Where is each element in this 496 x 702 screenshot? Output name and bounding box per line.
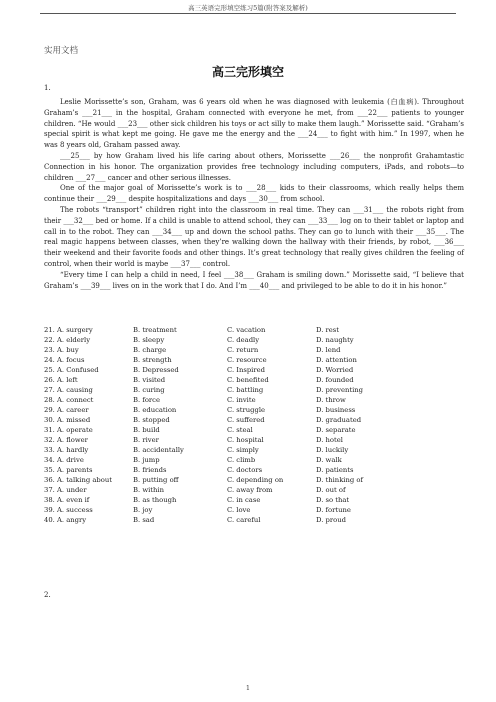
- option-row: [44, 435, 464, 445]
- option-row: [44, 465, 464, 475]
- option-a: 27. A. causing: [44, 386, 93, 394]
- option-b: B. as though: [133, 496, 177, 504]
- option-a: 25. A. Confused: [44, 366, 99, 374]
- passage-paragraph: One of the major goal of Morissette’s work is to ___28___ kids to their classrooms, which really helps them continue their ___29___ despite hospitalizations and days ___30___ from school.: [44, 184, 464, 204]
- option-row: [44, 385, 464, 395]
- option-a: 22. A. elderly: [44, 336, 91, 344]
- option-a: 40. A. angry: [44, 516, 87, 524]
- option-row: [44, 495, 464, 505]
- page-title: 高三完形填空: [211, 65, 284, 79]
- option-a: 21. A. surgery: [44, 326, 93, 334]
- option-row: [44, 405, 464, 415]
- option-a: 32. A. flower: [44, 436, 88, 444]
- option-b: B. friends: [133, 466, 167, 474]
- option-a: 31. A. operate: [44, 426, 93, 434]
- option-d: D. proud: [316, 516, 346, 524]
- option-row: [44, 445, 464, 455]
- option-c: C. invite: [227, 396, 256, 404]
- passage-paragraph: “Every time I can help a child in need, I feel ___38___ Graham is smiling down.” Morissette said, “I believe that Graham’s ___39___ lives on in the work that I do. And I’m ___40___ and privileged to be able to do it in his honor.”: [44, 270, 464, 290]
- option-b: B. curing: [133, 386, 165, 394]
- option-d: D. rest: [316, 326, 340, 334]
- option-a: 38. A. even if: [44, 496, 90, 504]
- option-c: C. suffered: [227, 416, 265, 424]
- question-number: 1.: [44, 84, 51, 92]
- option-a: 24. A. focus: [44, 356, 85, 364]
- option-row: [44, 355, 464, 365]
- option-b: B. Depressed: [133, 366, 179, 374]
- option-b: B. sad: [133, 516, 155, 524]
- option-b: B. accidentally: [133, 446, 184, 454]
- passage-paragraph: The robots “transport” children right into the classroom in real time. They can ___31___ the robots right from their ___32___ bed or home. If a child is unable to attend school, they can ___33___ log on to their tablet or laptop and call in to the robot. They can ___34___ up and down the school paths. They can go to lunch with their ___35___. The real magic happens between classes, when they’re walking down the hallway with their friends, by robot, ___36___ their weekend and their favorite foods and other things. It’s great technology that really gives children the feeling of control, when their world is maybe ___37___ control.: [44, 205, 464, 268]
- option-row: [44, 345, 464, 355]
- option-a: 28. A. connect: [44, 396, 94, 404]
- option-d: D. attention: [316, 356, 357, 364]
- option-b: B. charge: [133, 346, 167, 354]
- question-number: 2.: [44, 591, 51, 599]
- document-label: 实用文档: [44, 46, 79, 56]
- option-c: C. simply: [227, 446, 259, 454]
- option-a: 29. A. career: [44, 406, 89, 414]
- option-d: D. hotel: [316, 436, 343, 444]
- page-header: 高三英语完形填空练习5篇(附答案及解析): [188, 4, 308, 12]
- option-d: D. Worried: [316, 366, 354, 374]
- option-d: D. preventing: [316, 386, 364, 394]
- option-b: B. joy: [133, 506, 153, 514]
- option-b: B. treatment: [133, 326, 177, 334]
- option-c: C. deadly: [227, 336, 260, 344]
- option-c: C. love: [227, 506, 251, 514]
- option-b: B. education: [133, 406, 177, 414]
- option-c: C. benefited: [227, 376, 269, 384]
- option-a: 26. A. left: [44, 376, 78, 384]
- option-row: [44, 335, 464, 345]
- option-d: D. throw: [316, 396, 346, 404]
- option-row: [44, 485, 464, 495]
- option-a: 34. A. drive: [44, 456, 84, 464]
- option-c: C. struggle: [227, 406, 266, 414]
- option-row: [44, 375, 464, 385]
- option-d: D. graduated: [316, 416, 362, 424]
- option-d: D. patients: [316, 466, 354, 474]
- answer-options: [44, 325, 464, 525]
- option-b: B. river: [133, 436, 159, 444]
- option-d: D. founded: [316, 376, 354, 384]
- option-b: B. strength: [133, 356, 172, 364]
- option-a: 36. A. talking about: [44, 476, 112, 484]
- option-c: C. careful: [227, 516, 261, 524]
- option-d: D. separate: [316, 426, 356, 434]
- option-c: C. away from: [227, 486, 273, 494]
- header-divider: [40, 13, 456, 14]
- option-d: D. luckily: [316, 446, 349, 454]
- page-number: 1: [245, 684, 251, 692]
- option-row: [44, 415, 464, 425]
- option-c: C. climb: [227, 456, 256, 464]
- option-c: C. Inspired: [227, 366, 265, 374]
- option-d: D. thinking of: [316, 476, 363, 484]
- option-c: C. depending on: [227, 476, 284, 484]
- option-d: D. naughty: [316, 336, 354, 344]
- option-b: B. jump: [133, 456, 160, 464]
- option-b: B. sleepy: [133, 336, 165, 344]
- option-row: [44, 395, 464, 405]
- option-d: D. lend: [316, 346, 341, 354]
- option-a: 39. A. success: [44, 506, 93, 514]
- option-row: [44, 475, 464, 485]
- option-c: C. return: [227, 346, 259, 354]
- passage-paragraph: Leslie Morissette’s son, Graham, was 6 years old when he was diagnosed with leukemia (白血病). Throughout Graham’s ___21___ in the hospital, Graham connected with everyone he met, from ___22___ patients to younger children. “He would ___23___ other sick children his toys or act silly to make them laugh.” Morissette said. “Graham’s special spirit is what kept me going. He gave me the energy and the ___24___ to fight with him.” In 1997, when he was 8 years old, Graham passed away.: [44, 98, 464, 150]
- option-b: B. build: [133, 426, 160, 434]
- option-row: [44, 325, 464, 335]
- option-b: B. within: [133, 486, 164, 494]
- option-row: [44, 505, 464, 515]
- option-a: 30. A. missed: [44, 416, 91, 424]
- option-a: 37. A. under: [44, 486, 87, 494]
- option-b: B. putting off: [133, 476, 179, 484]
- option-c: C. hospital: [227, 436, 264, 444]
- option-a: 23. A. buy: [44, 346, 79, 354]
- option-d: D. fortune: [316, 506, 351, 514]
- option-row: [44, 365, 464, 375]
- option-b: B. visited: [133, 376, 166, 384]
- option-row: [44, 455, 464, 465]
- option-c: C. steal: [227, 426, 253, 434]
- option-c: C. in case: [227, 496, 261, 504]
- option-c: C. resource: [227, 356, 267, 364]
- option-row: [44, 425, 464, 435]
- option-c: C. battling: [227, 386, 264, 394]
- option-a: 33. A. hardly: [44, 446, 89, 454]
- option-c: C. vacation: [227, 326, 266, 334]
- option-b: B. stopped: [133, 416, 170, 424]
- option-a: 35. A. parents: [44, 466, 93, 474]
- option-c: C. doctors: [227, 466, 263, 474]
- option-d: D. business: [316, 406, 356, 414]
- option-row: [44, 515, 464, 525]
- cloze-passage: [44, 97, 464, 291]
- option-d: D. walk: [316, 456, 342, 464]
- passage-paragraph: ___25___ by how Graham lived his life caring about others, Morissette ___26___ the nonprofit Grahamtastic Connection in his honor. The organization provides free technology including computers, iPads, and robots—to children ___27___ cancer and other serious illnesses.: [44, 151, 464, 182]
- option-d: D. so that: [316, 496, 350, 504]
- option-d: D. out of: [316, 486, 346, 494]
- option-b: B. force: [133, 396, 161, 404]
